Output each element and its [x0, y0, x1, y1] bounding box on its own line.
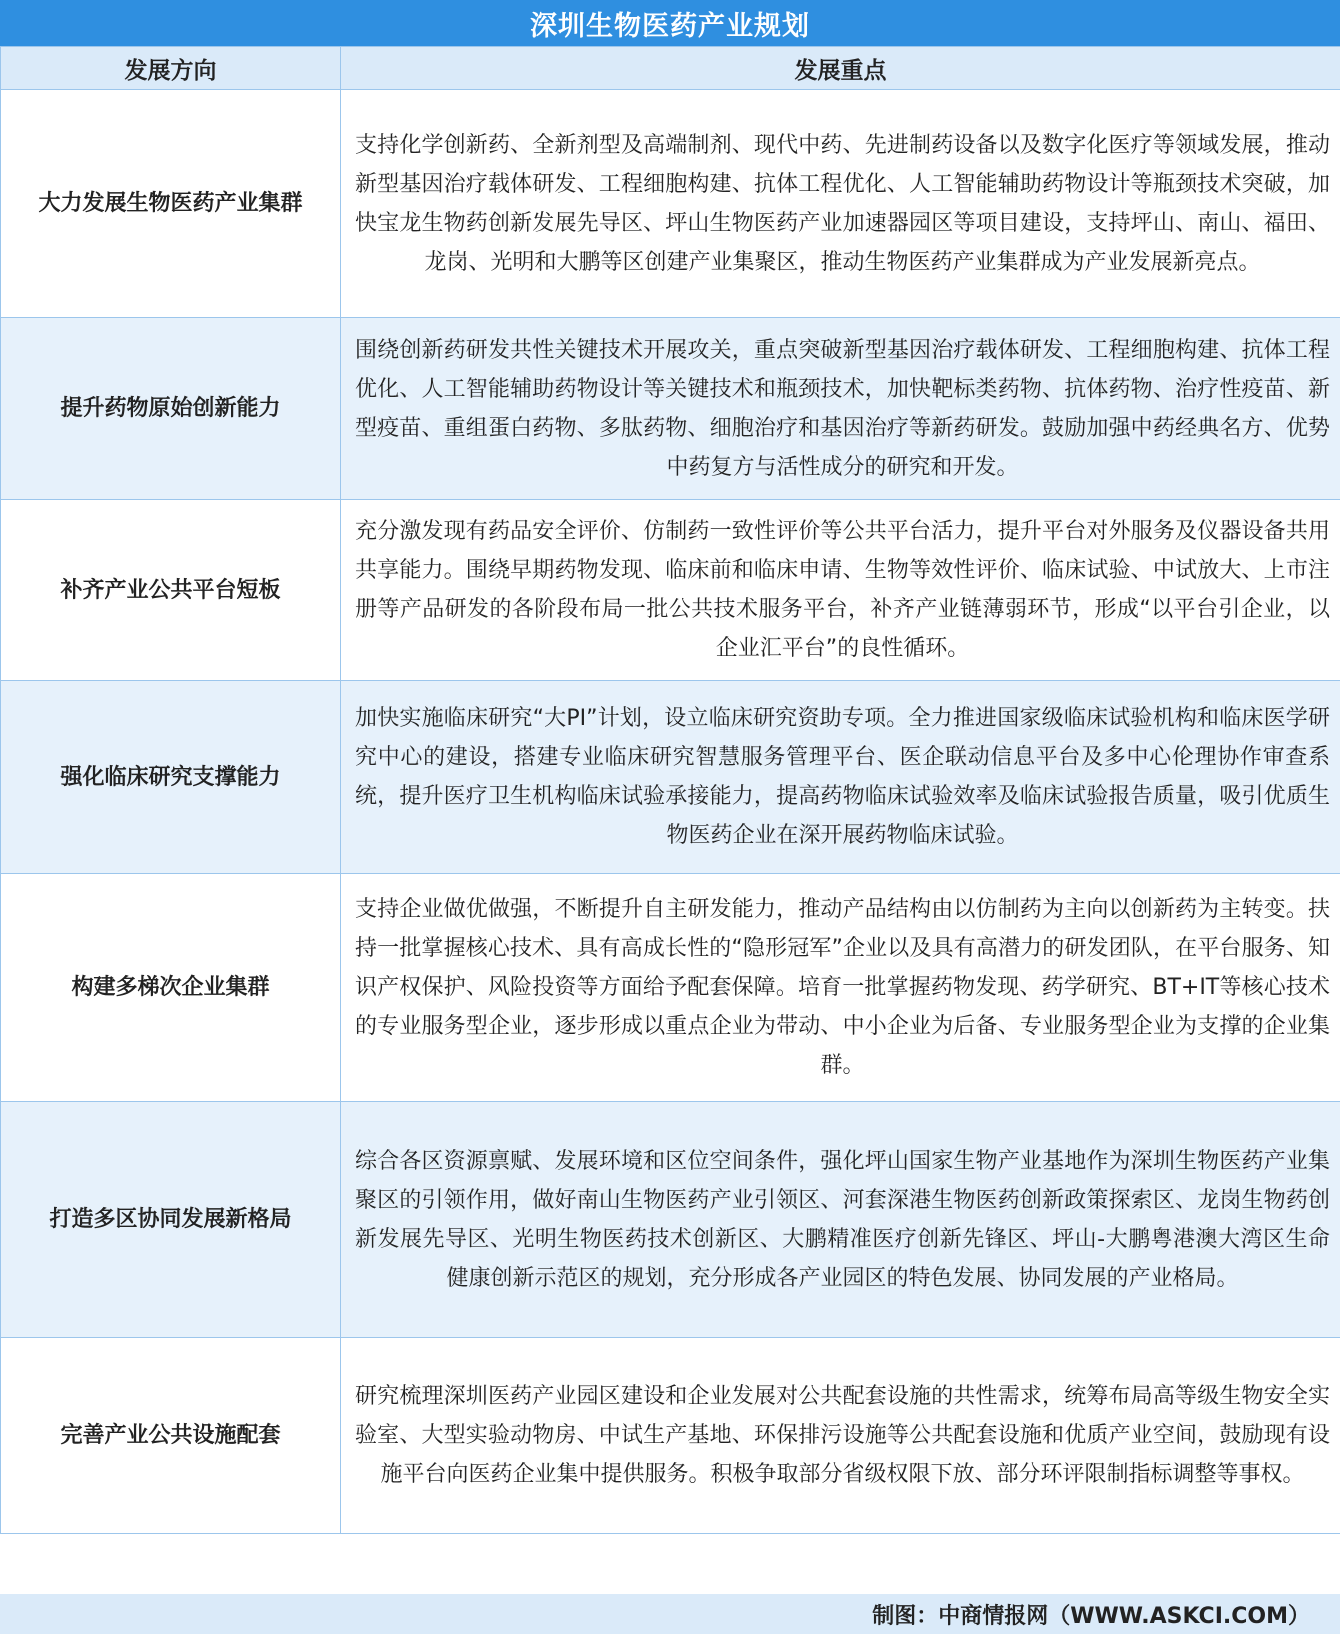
- page-title: 深圳生物医药产业规划: [0, 0, 1340, 46]
- direction-cell: 补齐产业公共平台短板: [1, 500, 341, 681]
- table-row: [1, 90, 1340, 318]
- focus-cell: 充分激发现有药品安全评价、仿制药一致性评价等公共平台活力，提升平台对外服务及仪器设备共用共享能力。围绕早期药物发现、临床前和临床申请、生物等效性评价、临床试验、中试放大、上市注册等产品研发的各阶段布局一批公共技术服务平台，补齐产业链薄弱环节，形成“以平台引企业，以企业汇平台”的良性循环。: [341, 500, 1340, 681]
- table-row: [1, 1338, 1340, 1534]
- focus-cell: 综合各区资源禀赋、发展环境和区位空间条件，强化坪山国家生物产业基地作为深圳生物医药产业集聚区的引领作用，做好南山生物医药产业引领区、河套深港生物医药创新政策探索区、龙岗生物药创新发展先导区、光明生物医药技术创新区、大鹏精准医疗创新先锋区、坪山-大鹏粤港澳大湾区生命健康创新示范区的规划，充分形成各产业园区的特色发展、协同发展的产业格局。: [341, 1102, 1340, 1338]
- table-row: [1, 500, 1340, 681]
- direction-cell: 构建多梯次企业集群: [1, 874, 341, 1102]
- focus-cell: 加快实施临床研究“大PI”计划，设立临床研究资助专项。全力推进国家级临床试验机构和临床医学研究中心的建设，搭建专业临床研究智慧服务管理平台、医企联动信息平台及多中心伦理协作审查系统，提升医疗卫生机构临床试验承接能力，提高药物临床试验效率及临床试验报告质量，吸引优质生物医药企业在深开展药物临床试验。: [341, 681, 1340, 874]
- column-header-direction: 发展方向: [1, 47, 341, 90]
- table-row: [1, 1102, 1340, 1338]
- direction-cell: 完善产业公共设施配套: [1, 1338, 341, 1534]
- direction-cell: 打造多区协同发展新格局: [1, 1102, 341, 1338]
- focus-cell: 支持企业做优做强，不断提升自主研发能力，推动产品结构由以仿制药为主向以创新药为主转变。扶持一批掌握核心技术、具有高成长性的“隐形冠军”企业以及具有高潜力的研发团队，在平台服务、知识产权保护、风险投资等方面给予配套保障。培育一批掌握药物发现、药学研究、BT+IT等核心技术的专业服务型企业，逐步形成以重点企业为带动、中小企业为后备、专业服务型企业为支撑的企业集群。: [341, 874, 1340, 1102]
- focus-cell: 围绕创新药研发共性关键技术开展攻关，重点突破新型基因治疗载体研发、工程细胞构建、抗体工程优化、人工智能辅助药物设计等关键技术和瓶颈技术，加快靶标类药物、抗体药物、治疗性疫苗、新型疫苗、重组蛋白药物、多肽药物、细胞治疗和基因治疗等新药研发。鼓励加强中药经典名方、优势中药复方与活性成分的研究和开发。: [341, 318, 1340, 500]
- table-row: [1, 874, 1340, 1102]
- table-header-row: [1, 47, 1340, 90]
- focus-cell: 支持化学创新药、全新剂型及高端制剂、现代中药、先进制药设备以及数字化医疗等领域发展，推动新型基因治疗载体研发、工程细胞构建、抗体工程优化、人工智能辅助药物设计等瓶颈技术突破，加快宝龙生物药创新发展先导区、坪山生物医药产业加速器园区等项目建设，支持坪山、南山、福田、龙岗、光明和大鹏等区创建产业集聚区，推动生物医药产业集群成为产业发展新亮点。: [341, 90, 1340, 318]
- direction-cell: 提升药物原始创新能力: [1, 318, 341, 500]
- column-header-focus: 发展重点: [341, 47, 1340, 90]
- direction-cell: 强化临床研究支撑能力: [1, 681, 341, 874]
- table-row: [1, 318, 1340, 500]
- source-credit: 制图：中商情报网（WWW.ASKCI.COM）: [0, 1594, 1340, 1634]
- focus-cell: 研究梳理深圳医药产业园区建设和企业发展对公共配套设施的共性需求，统筹布局高等级生物安全实验室、大型实验动物房、中试生产基地、环保排污设施等公共配套设施和优质产业空间，鼓励现有设施平台向医药企业集中提供服务。积极争取部分省级权限下放、部分环评限制指标调整等事权。: [341, 1338, 1340, 1534]
- plan-table: [0, 46, 1340, 1534]
- direction-cell: 大力发展生物医药产业集群: [1, 90, 341, 318]
- table-row: [1, 681, 1340, 874]
